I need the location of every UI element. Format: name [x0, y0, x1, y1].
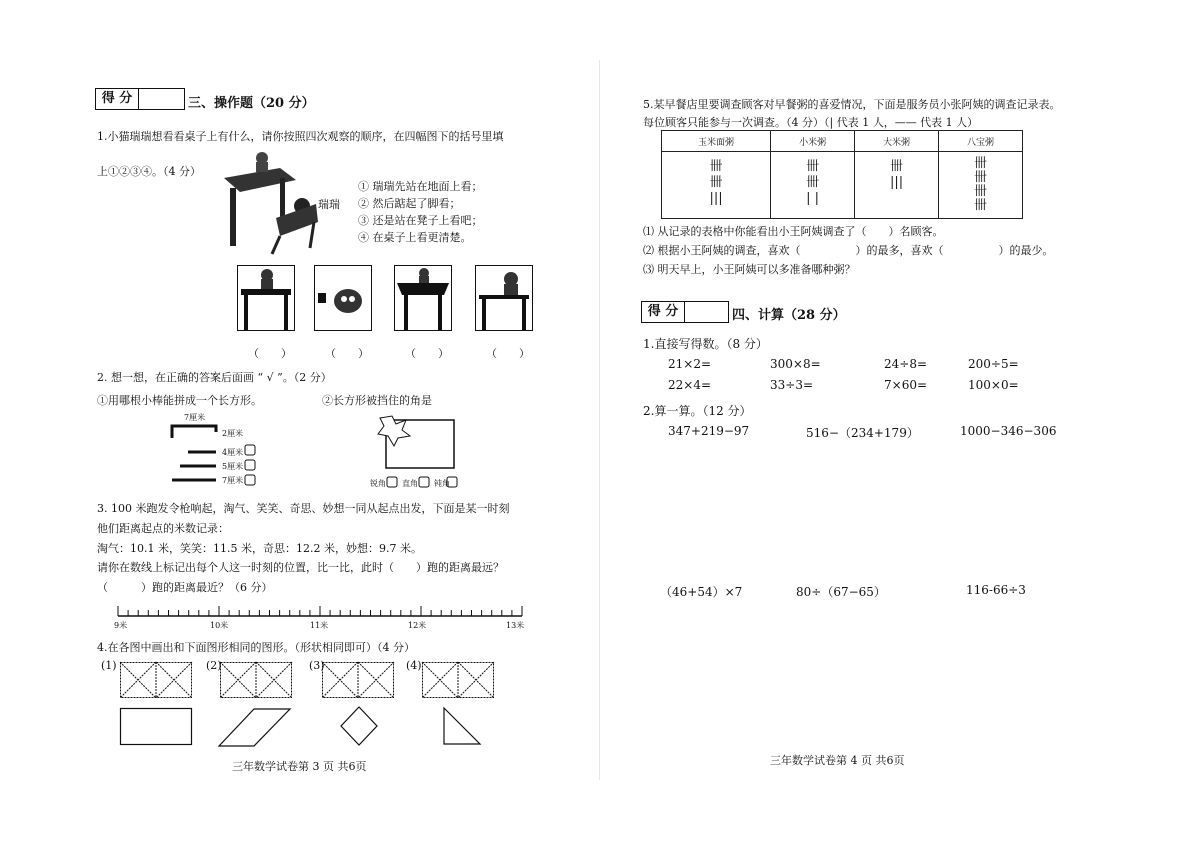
section-title-operation: 三、操作题（20 分）: [188, 96, 315, 111]
calc1-item: 200÷5=: [968, 357, 1019, 371]
stick-checkboxes[interactable]: [244, 444, 256, 488]
footer-left: 三年数学试卷第 3 页 共6页: [232, 760, 367, 773]
calc1-item: 22×4=: [668, 378, 712, 392]
q1-line2: 上①②③④。（4 分）: [97, 165, 201, 178]
tally-header: 大米粥: [855, 131, 939, 152]
calc2-item: 516−（234+179）: [806, 426, 919, 440]
calc2-item: 1000−346−306: [960, 424, 1057, 438]
calc1-item: 7×60=: [884, 378, 928, 392]
shape-triangle: [442, 706, 482, 746]
view-picture-3: [394, 265, 452, 331]
view-picture-4: [475, 265, 533, 331]
q2-line: 2. 想一想，在正确的答案后面画 “ √ ”。（2 分）: [97, 371, 332, 384]
q3-line4: 请你在数线上标记出每个人这一时刻的位置，比一比，此时（ ）跑的距离最远？: [97, 561, 504, 574]
tally-cell-corn: 卌 卌 |||: [662, 152, 771, 219]
calc2-item: （46+54）×7: [660, 585, 743, 599]
calc2-item: 347+219−97: [668, 424, 750, 438]
tally-cell-millet: 卌 卌 | |: [771, 152, 855, 219]
calc2-item: 116-66÷3: [966, 583, 1026, 597]
number-line[interactable]: [118, 604, 528, 618]
q2-sub1: ①用哪根小棒能拼成一个长方形。: [97, 394, 262, 407]
tick-label-10: 10米: [210, 621, 229, 630]
q1-line1: 1.小猫瑞瑞想看看桌子上有什么，请你按照四次观察的顺序，在四幅图下的括号里填: [97, 130, 504, 143]
q1-step-3: ③ 还是站在凳子上看吧；: [358, 214, 483, 227]
cat-name-label: 瑞瑞: [318, 198, 340, 211]
q1-answer-2[interactable]: （ ）: [325, 347, 369, 360]
q5-line1: 5.某早餐店里要调查顾客对早餐粥的喜爱情况，下面是服务员小张阿姨的调查记录表。: [643, 98, 1061, 111]
tick-label-12: 12米: [408, 621, 427, 630]
stick-length-a: 4厘米: [222, 448, 244, 457]
q5-sub3: ⑶ 明天早上，小王阿姨可以多准备哪种粥？: [643, 263, 856, 276]
calc1-item: 33÷3=: [770, 378, 814, 392]
shape-rectangle: [120, 708, 192, 746]
q5-line2: 每位顾客只能参与一次调查。（4 分）（| 代表 1 人，—— 代表 1 人）: [643, 116, 979, 129]
dot-grid-3[interactable]: [322, 662, 394, 698]
q4-label-4: (4): [406, 659, 422, 672]
q1-step-2: ② 然后踮起了脚看；: [358, 197, 461, 210]
tally-cell-rice: 卌 |||: [855, 152, 939, 219]
calc1-item: 24÷8=: [884, 357, 928, 371]
tick-label-9: 9米: [114, 621, 128, 630]
view-picture-1: [237, 265, 295, 331]
page-divider: [599, 60, 600, 780]
dot-grid-2[interactable]: [220, 662, 292, 698]
calc1-item: 100×0=: [968, 378, 1019, 392]
q4-label-3: (3): [309, 659, 325, 672]
dot-grid-4[interactable]: [422, 662, 494, 698]
angle-acute-label: 锐角: [370, 479, 386, 488]
q3-line2: 他们距离起点的米数记录：: [97, 522, 229, 535]
sticks-figure: [168, 416, 228, 486]
stick-length-b: 5厘米: [222, 462, 244, 471]
q4-label-2: (2): [206, 659, 222, 672]
q3-line1: 3. 100 米跑发令枪响起，淘气、笑笑、奇思、妙想一同从起点出发，下面是某一时刻: [97, 502, 510, 515]
angle-obtuse-label: 钝角: [434, 479, 450, 488]
covered-rectangle-figure: [378, 416, 458, 472]
calc1-title: 1.直接写得数。（8 分）: [643, 337, 768, 351]
score-label: 得 分: [96, 89, 139, 109]
q4-label-1: (1): [101, 659, 117, 672]
tally-header: 八宝粥: [939, 131, 1023, 152]
stick-length-side: 2厘米: [222, 429, 244, 438]
shape-diamond: [340, 706, 378, 746]
calc2-title: 2.算一算。（12 分）: [643, 404, 752, 418]
tally-header: 小米粥: [771, 131, 855, 152]
q1-step-1: ① 瑞瑞先站在地面上看；: [358, 180, 483, 193]
q2-sub2: ②长方形被挡住的角是: [322, 394, 432, 407]
q5-sub1: ⑴ 从记录的表格中你能看出小王阿姨调查了（ ）名顾客。: [643, 225, 944, 238]
tally-header: 玉米面粥: [662, 131, 771, 152]
score-box-left: [95, 88, 185, 110]
q3-line5: （ ）跑的距离最近？（6 分）: [97, 581, 273, 594]
q4-line: 4.在各图中画出和下面图形相同的图形。（形状相同即可）（4 分）: [97, 641, 415, 654]
score-blank[interactable]: [685, 302, 728, 322]
q1-answer-3[interactable]: （ ）: [405, 347, 449, 360]
q1-answer-4[interactable]: （ ）: [486, 347, 530, 360]
angle-checkboxes[interactable]: [386, 476, 458, 488]
shape-parallelogram: [218, 708, 292, 748]
score-box-right: [641, 301, 729, 323]
calc1-item: 21×2=: [668, 357, 712, 371]
view-picture-2: [314, 265, 372, 331]
section-title-calc: 四、计算（28 分）: [732, 308, 846, 323]
calc2-item: 80÷（67−65）: [796, 585, 886, 599]
q1-answer-1[interactable]: （ ）: [248, 347, 292, 360]
tally-cell-babao: 卌 卌 卌 卌: [939, 152, 1023, 219]
angle-right-label: 直角: [402, 479, 418, 488]
calc1-item: 300×8=: [770, 357, 821, 371]
score-blank[interactable]: [139, 89, 184, 109]
tick-label-11: 11米: [310, 621, 329, 630]
stick-length-c: 7厘米: [222, 476, 244, 485]
tally-table: [661, 130, 1023, 219]
footer-right: 三年数学试卷第 4 页 共6页: [770, 754, 905, 767]
q3-line3: 淘气：10.1 米，笑笑：11.5 米，奇思：12.2 米，妙想：9.7 米。: [97, 542, 422, 555]
tick-label-13: 13米: [506, 621, 525, 630]
stick-length-top: 7厘米: [184, 413, 206, 422]
q5-sub2: ⑵ 根据小王阿姨的调查，喜欢（ ）的最多，喜欢（ ）的最少。: [643, 244, 1054, 257]
dot-grid-1[interactable]: [120, 662, 192, 698]
score-label: 得 分: [642, 302, 685, 322]
q1-step-4: ④ 在桌子上看更清楚。: [358, 231, 472, 244]
